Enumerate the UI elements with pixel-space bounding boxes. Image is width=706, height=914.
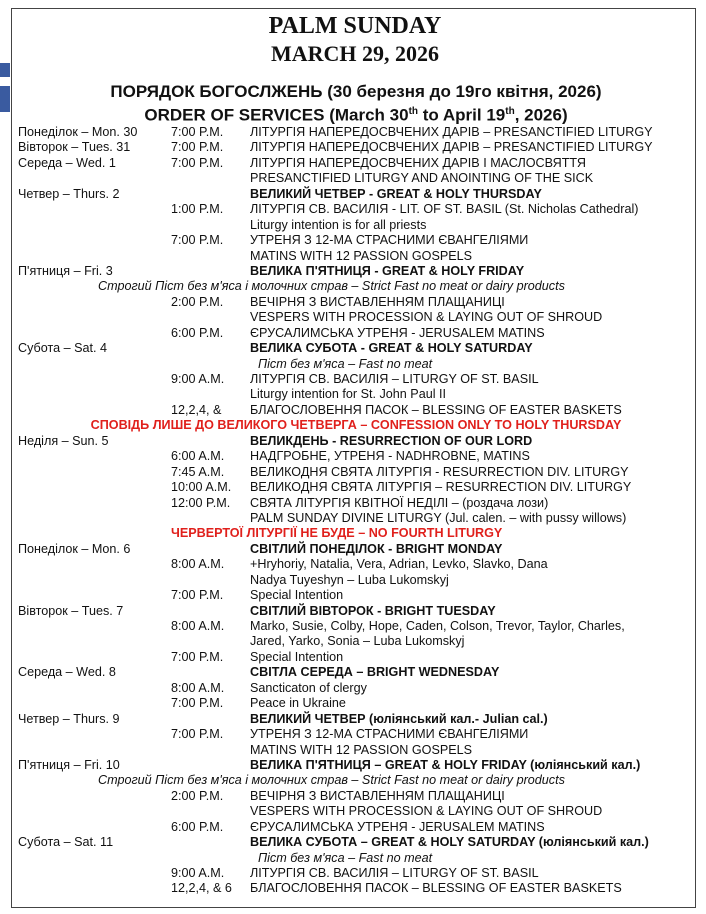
schedule-text: БЛАГОСЛОВЕННЯ ПАСОК – BLESSING OF EASTER BASKETS bbox=[250, 402, 622, 417]
schedule-text: Liturgy intention is for all priests bbox=[250, 217, 427, 232]
schedule-row bbox=[18, 820, 694, 835]
schedule-row bbox=[18, 326, 694, 341]
schedule-row bbox=[18, 835, 694, 850]
schedule-text: СВЯТА ЛІТУРГІЯ КВІТНОЇ НЕДІЛІ – (роздача лози) bbox=[250, 495, 549, 510]
schedule-row bbox=[18, 125, 694, 140]
schedule-text: ЛІТУРГІЯ НАПЕРЕДОСВЧЕНИХ ДАРІВ – PRESANCTIFIED LITURGY bbox=[250, 140, 653, 155]
order-heading-english bbox=[18, 102, 694, 126]
schedule-text: ВЕЛИКОДНЯ СВЯТА ЛІТУРГІЯ – RESURRECTION DIV. LITURGY bbox=[250, 480, 632, 495]
schedule-text: ЛІТУРГІЯ СВ. ВАСИЛІЯ – LITURGY OF ST. BASIL bbox=[250, 866, 539, 880]
schedule-text: НАДГРОБНЕ, УТРЕНЯ - NADHROBNE, MATINS bbox=[250, 449, 530, 464]
schedule-text: ВЕЛИКДЕНЬ - RESURRECTION OF OUR LORD bbox=[250, 433, 533, 448]
schedule-text: ВЕЧІРНЯ З ВИСТАВЛЕННЯМ ПЛАЩАНИЦІ bbox=[250, 788, 505, 803]
left-edge-marker-bottom bbox=[0, 86, 10, 112]
schedule-row bbox=[18, 218, 694, 233]
schedule-row bbox=[18, 465, 694, 480]
schedule-day: Четвер – Thurs. 2 bbox=[18, 186, 120, 201]
order-heading bbox=[18, 82, 694, 126]
schedule-time: 7:00 P.M. bbox=[171, 233, 224, 248]
schedule-row bbox=[18, 264, 694, 279]
schedule-text: +Hryhoriy, Natalia, Vera, Adrian, Levko, Slavko, Dana bbox=[250, 557, 548, 572]
schedule-row bbox=[18, 233, 694, 248]
schedule-time: 7:00 P.M. bbox=[171, 140, 224, 155]
schedule-day: Понеділок – Mon. 30 bbox=[18, 125, 138, 139]
schedule-text: ЄРУСАЛИМСЬКА УТРЕНЯ - JERUSALEM MATINS bbox=[250, 819, 545, 834]
schedule-time: 2:00 P.M. bbox=[171, 788, 224, 803]
page-date: MARCH 29, 2026 bbox=[270, 41, 440, 66]
schedule-row bbox=[18, 604, 694, 619]
schedule-text: Liturgy intention for St. John Paul II bbox=[250, 387, 447, 402]
schedule-day: Субота – Sat. 4 bbox=[18, 341, 108, 356]
schedule-row bbox=[18, 372, 694, 387]
schedule-row bbox=[18, 619, 694, 634]
schedule-row bbox=[18, 295, 694, 310]
schedule-row bbox=[18, 557, 694, 572]
schedule-text: Nadya Tuyeshyn – Luba Lukomskyj bbox=[250, 572, 449, 587]
schedule-text: MATINS WITH 12 PASSION GOSPELS bbox=[250, 742, 473, 757]
schedule-time: 6:00 A.M. bbox=[171, 449, 225, 464]
schedule-time: 12,2,4, & 6 bbox=[171, 881, 232, 896]
schedule-text: PRESANCTIFIED LITURGY AND ANOINTING OF THE SICK bbox=[250, 171, 594, 186]
schedule-row bbox=[18, 727, 694, 742]
schedule-text: Special Intention bbox=[250, 588, 344, 603]
schedule-time: 7:00 P.M. bbox=[171, 588, 224, 603]
schedule-text: Marko, Susie, Colby, Hope, Caden, Colson, Trevor, Taylor, Charles, bbox=[250, 619, 625, 633]
schedule-row bbox=[18, 140, 694, 155]
schedule-row bbox=[18, 496, 694, 511]
schedule-day: П'ятниця – Fri. 10 bbox=[18, 757, 120, 772]
schedule-row bbox=[18, 650, 694, 665]
schedule-list bbox=[18, 125, 694, 897]
schedule-day: Понеділок – Mon. 6 bbox=[18, 541, 131, 556]
schedule-text: Special Intention bbox=[250, 649, 344, 664]
schedule-text: СПОВІДЬ ЛИШЕ ДО ВЕЛИКОГО ЧЕТВЕРГА – CONFESSION ONLY TO HOLY THURSDAY bbox=[90, 418, 622, 433]
schedule-row bbox=[18, 681, 694, 696]
schedule-row bbox=[18, 511, 694, 526]
schedule-row bbox=[18, 743, 694, 758]
schedule-text: УТРЕНЯ З 12-МА СТРАСНИМИ ЄВАНГЕЛІЯМИ bbox=[250, 727, 529, 742]
schedule-text: Jared, Yarko, Sonia – Luba Lukomskyj bbox=[250, 634, 465, 649]
schedule-time: 10:00 A.M. bbox=[171, 480, 232, 495]
schedule-row bbox=[18, 526, 694, 541]
schedule-row bbox=[18, 403, 694, 418]
schedule-row bbox=[18, 156, 694, 171]
schedule-time: 7:00 P.M. bbox=[171, 125, 224, 139]
schedule-day: Вівторок – Tues. 7 bbox=[18, 603, 124, 618]
schedule-row bbox=[18, 341, 694, 356]
schedule-row bbox=[18, 712, 694, 727]
schedule-text: ВЕЛИКА П'ЯТНИЦЯ – GREAT & HOLY FRIDAY (юліянський кал.) bbox=[250, 757, 641, 772]
schedule-time: 7:00 P.M. bbox=[171, 155, 224, 170]
schedule-row bbox=[18, 187, 694, 202]
schedule-day: П'ятниця – Fri. 3 bbox=[18, 263, 113, 278]
schedule-row bbox=[18, 249, 694, 264]
schedule-text: Строгий Піст без м'яса і молочних страв – Strict Fast no meat or dairy products bbox=[98, 773, 565, 788]
schedule-row bbox=[18, 634, 694, 649]
schedule-day: Вівторок – Tues. 31 bbox=[18, 140, 131, 155]
schedule-row bbox=[18, 434, 694, 449]
schedule-time: 8:00 A.M. bbox=[171, 557, 225, 572]
schedule-time: 2:00 P.M. bbox=[171, 294, 224, 309]
schedule-text: Sancticaton of clergy bbox=[250, 680, 367, 695]
schedule-text: VESPERS WITH PROCESSION & LAYING OUT OF SHROUD bbox=[250, 310, 603, 325]
order-en-part: to April 19 bbox=[418, 105, 506, 125]
schedule-day: Субота – Sat. 11 bbox=[18, 835, 114, 850]
order-en-sup: th bbox=[505, 106, 515, 117]
title-block bbox=[260, 12, 450, 74]
schedule-time: 8:00 A.M. bbox=[171, 680, 225, 695]
schedule-row bbox=[18, 665, 694, 680]
schedule-row bbox=[18, 449, 694, 464]
schedule-time: 7:00 P.M. bbox=[171, 649, 224, 664]
schedule-text: Піст без м'яса – Fast no meat bbox=[258, 356, 433, 371]
schedule-row bbox=[18, 171, 694, 186]
schedule-day: Середа – Wed. 1 bbox=[18, 155, 116, 170]
schedule-row bbox=[18, 851, 694, 866]
schedule-text: ЧЕРВЕРТОЇ ЛІТУРГІЇ НЕ БУДЕ – NO FOURTH LITURGY bbox=[171, 526, 503, 541]
schedule-text: ВЕЛИКОДНЯ СВЯТА ЛІТУРГІЯ - RESURRECTION DIV. LITURGY bbox=[250, 464, 629, 479]
schedule-text: Peace in Ukraine bbox=[250, 696, 346, 711]
schedule-text: ЛІТУРГІЯ НАПЕРЕДОСВЧЕНИХ ДАРІВ І МАСЛОСВЯТТЯ bbox=[250, 155, 586, 170]
schedule-row bbox=[18, 357, 694, 372]
schedule-time: 7:00 P.M. bbox=[171, 696, 224, 711]
schedule-day: Середа – Wed. 8 bbox=[18, 665, 116, 680]
schedule-time: 1:00 P.M. bbox=[171, 202, 224, 217]
schedule-text: СВІТЛА СЕРЕДА – BRIGHT WEDNESDAY bbox=[250, 665, 500, 680]
schedule-day: Неділя – Sun. 5 bbox=[18, 433, 109, 448]
schedule-row bbox=[18, 310, 694, 325]
schedule-row bbox=[18, 418, 694, 433]
schedule-time: 7:45 A.M. bbox=[171, 464, 225, 479]
schedule-row bbox=[18, 773, 694, 788]
schedule-text: ЛІТУРГІЯ СВ. ВАСИЛІЯ - LIT. OF ST. BASIL (St. Nicholas Cathedral) bbox=[250, 202, 639, 217]
schedule-row bbox=[18, 573, 694, 588]
schedule-text: ВЕЛИКА П'ЯТНИЦЯ - GREAT & HOLY FRIDAY bbox=[250, 263, 525, 278]
order-en-part: , 2026) bbox=[514, 105, 568, 125]
schedule-time: 7:00 P.M. bbox=[171, 727, 224, 742]
schedule-row bbox=[18, 279, 694, 294]
schedule-row bbox=[18, 866, 694, 881]
schedule-row bbox=[18, 696, 694, 711]
schedule-text: ЄРУСАЛИМСЬКА УТРЕНЯ - JERUSALEM MATINS bbox=[250, 325, 545, 340]
schedule-text: ЛІТУРГІЯ СВ. ВАСИЛІЯ – LITURGY OF ST. BASIL bbox=[250, 372, 539, 386]
schedule-row bbox=[18, 387, 694, 402]
schedule-text: MATINS WITH 12 PASSION GOSPELS bbox=[250, 248, 473, 263]
left-edge-marker-top bbox=[0, 63, 10, 77]
schedule-text: PALM SUNDAY DIVINE LITURGY (Jul. calen. – with pussy willows) bbox=[250, 510, 627, 525]
schedule-text: ВЕЧІРНЯ З ВИСТАВЛЕННЯМ ПЛАЩАНИЦІ bbox=[250, 294, 505, 309]
schedule-row bbox=[18, 789, 694, 804]
schedule-time: 6:00 P.M. bbox=[171, 325, 224, 340]
schedule-time: 9:00 A.M. bbox=[171, 372, 225, 386]
schedule-row bbox=[18, 758, 694, 773]
schedule-text: СВІТЛИЙ ВІВТОРОК - BRIGHT TUESDAY bbox=[250, 603, 496, 618]
schedule-time: 12,2,4, & bbox=[171, 402, 222, 417]
order-en-part: ORDER OF SERVICES (March 30 bbox=[144, 105, 409, 125]
schedule-text: УТРЕНЯ З 12-МА СТРАСНИМИ ЄВАНГЕЛІЯМИ bbox=[250, 233, 529, 248]
schedule-text: ВЕЛИКА СУБОТА - GREAT & HOLY SATURDAY bbox=[250, 341, 533, 356]
schedule-text: Строгий Піст без м'яса і молочних страв – Strict Fast no meat or dairy products bbox=[98, 279, 565, 294]
schedule-text: БЛАГОСЛОВЕННЯ ПАСОК – BLESSING OF EASTER BASKETS bbox=[250, 881, 622, 896]
page-title: PALM SUNDAY bbox=[268, 13, 442, 39]
order-en-sup: th bbox=[408, 106, 419, 117]
schedule-time: 8:00 A.M. bbox=[171, 619, 225, 633]
schedule-day: Четвер – Thurs. 9 bbox=[18, 711, 120, 726]
schedule-row bbox=[18, 881, 694, 896]
schedule-time: 6:00 P.M. bbox=[171, 819, 224, 834]
schedule-text: ВЕЛИКА СУБОТА – GREAT & HOLY SATURDAY (юліянський кал.) bbox=[250, 835, 649, 850]
schedule-text: ВЕЛИКИЙ ЧЕТВЕР (юліянський кал.- Julian cal.) bbox=[250, 711, 548, 726]
schedule-row bbox=[18, 804, 694, 819]
schedule-time: 12:00 P.M. bbox=[171, 495, 231, 510]
schedule-row bbox=[18, 202, 694, 217]
schedule-time: 9:00 A.M. bbox=[171, 866, 225, 880]
schedule-row bbox=[18, 588, 694, 603]
schedule-text: Піст без м'яса – Fast no meat bbox=[258, 850, 433, 865]
order-heading-ukrainian: ПОРЯДОК БОГОСЛЖЕНЬ (30 березня до 19го квітня, 2026) bbox=[110, 82, 602, 101]
schedule-text: СВІТЛИЙ ПОНЕДІЛОК - BRIGHT MONDAY bbox=[250, 541, 503, 556]
schedule-row bbox=[18, 480, 694, 495]
schedule-text: ВЕЛИКИЙ ЧЕТВЕР - GREAT & HOLY THURSDAY bbox=[250, 186, 542, 201]
schedule-text: VESPERS WITH PROCESSION & LAYING OUT OF SHROUD bbox=[250, 804, 603, 819]
schedule-row bbox=[18, 542, 694, 557]
schedule-text: ЛІТУРГІЯ НАПЕРЕДОСВЧЕНИХ ДАРІВ – PRESANCTIFIED LITURGY bbox=[250, 125, 653, 139]
